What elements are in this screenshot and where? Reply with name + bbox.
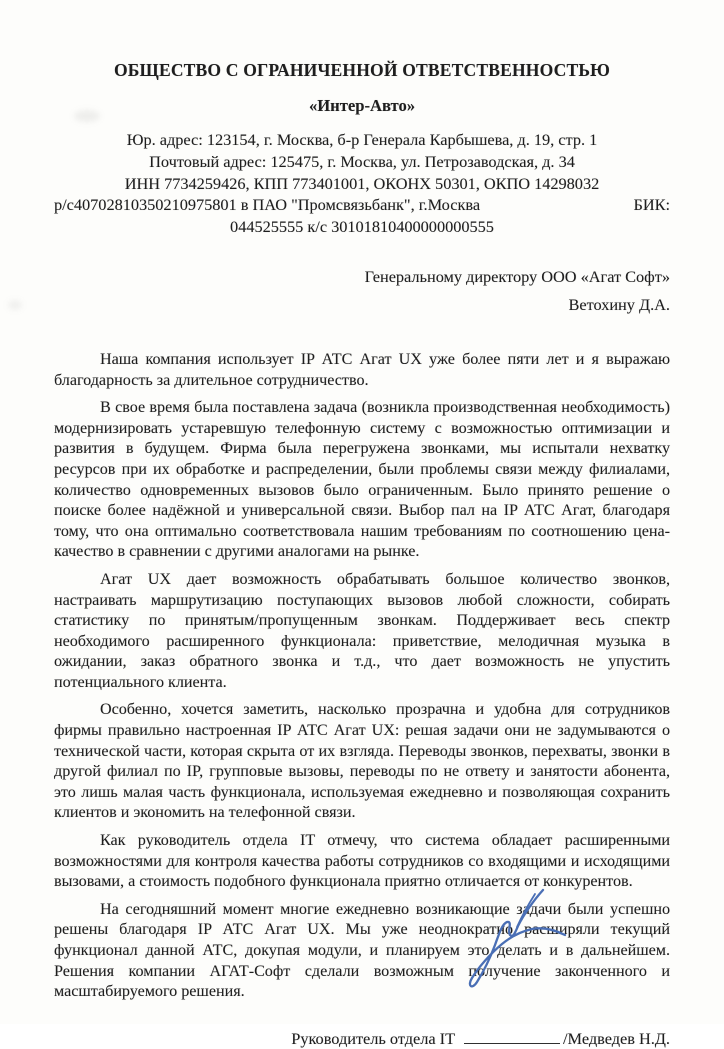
letter-body xyxy=(54,350,670,1003)
postal-address: Почтовый адрес: 125475, г. Москва, ул. Петрозаводская, д. 34 xyxy=(149,151,575,171)
paragraph-it-lead-note: Как руководитель отдела IT отмечу, что система обладает расширенными возможностями для контроля качества работы сотрудников со входящими и исходящими вызовами, а стоимость подобного функционала приятно отличается от конкурентов. xyxy=(54,832,670,891)
company-details-block xyxy=(54,129,670,238)
paragraph-task-background: В свое время была поставлена задача (возникла производственная необходимость) модернизировать устаревшую телефонную систему с возможностью оптимизации и развития в будущем. Фирма была перегружена звонками, мы испытали нехватку ресурсов при их обработке и распределении, были проблемы связи между филиалами, количество одновременных вызовов было ограниченным. Было принято решение о поиске более надёжной и универсальной связи. Выбор пал на IP АТС Агат, благодаря тому, что она оптимально соответствовала нашим требованиям по соотношению цена-качество в сравнении с другими аналогами на рынке. xyxy=(54,399,670,561)
scan-artifact xyxy=(8,300,22,310)
bank-details-line xyxy=(54,194,670,216)
paragraph-conclusion: На сегодняшний момент многие ежедневно возникающие задачи были успешно решены благодаря IP АТС Агат UX. Мы уже неоднократно расширяли текущий функционал данной АТС, докупая модули, и планируем это делать и в дальнейшем. Решения компании АГАТ-Софт сделали возможным получение законченного и масштабируемого решения. xyxy=(54,900,670,1001)
signatory-name: /Медведев Н.Д. xyxy=(563,1029,670,1049)
paragraph-features: Агат UX дает возможность обрабатывать большое количество звонков, настраивать маршрутизацию поступающих вызовов любой сложности, собирать статистику по принятым/пропущенным звонкам. Поддерживает весь спектр необходимого расширенного функционала: приветствие, мелодичная музыка в ожидании, заказ обратного звонка и т.д., что дает возможность не упустить потенциального клиента. xyxy=(54,570,670,691)
paragraph-usability: Особенно, хочется заметить, насколько прозрачна и удобна для сотрудников фирмы правильно настроенная IP АТС Агат UX: решая задачи они не задумываются о технической части, которая скрыта от их взгляда. Переводы звонков, перехваты, звонки в другой филиал по IP, групповые вызовы, переводы по не ответу и занятости абонента, это лишь малая часть функционала, используемая ежедневно и позволяющая сохранить клиентов и экономить на телефонной связи. xyxy=(54,701,670,822)
addressee-name: Ветохину Д.А. xyxy=(568,294,670,314)
bik-correspondent-account: 044525555 к/с 30101810400000000555 xyxy=(230,217,494,237)
bik-label: БИК: xyxy=(633,195,670,215)
addressee-position: Генеральному директору ООО «Агат Софт» xyxy=(364,266,670,286)
organization-name: «Интер-Авто» xyxy=(308,96,416,115)
signature-block xyxy=(54,1027,670,1049)
bank-account: р/с40702810350210975801 в ПАО "Промсвязьбанк", г.Москва xyxy=(54,195,481,215)
legal-address: Юр. адрес: 123154, г. Москва, б-р Генерала Карбышева, д. 19, стр. 1 xyxy=(126,130,598,149)
registration-codes: ИНН 7734259426, КПП 773401001, ОКОНХ 50301, ОКПО 14298032 xyxy=(124,173,600,193)
signatory-title: Руководитель отдела IT xyxy=(291,1029,456,1049)
paragraph-intro: Наша компания использует IP АТС Агат UX уже более пяти лет и я выражаю благодарность за длительное сотрудничество. xyxy=(54,350,670,389)
addressee-block xyxy=(54,263,670,319)
signature-line xyxy=(464,1027,560,1044)
organization-type-title: ОБЩЕСТВО С ОГРАНИЧЕННОЙ ОТВЕТСТВЕННОСТЬЮ xyxy=(113,60,611,80)
letterhead xyxy=(54,60,670,238)
